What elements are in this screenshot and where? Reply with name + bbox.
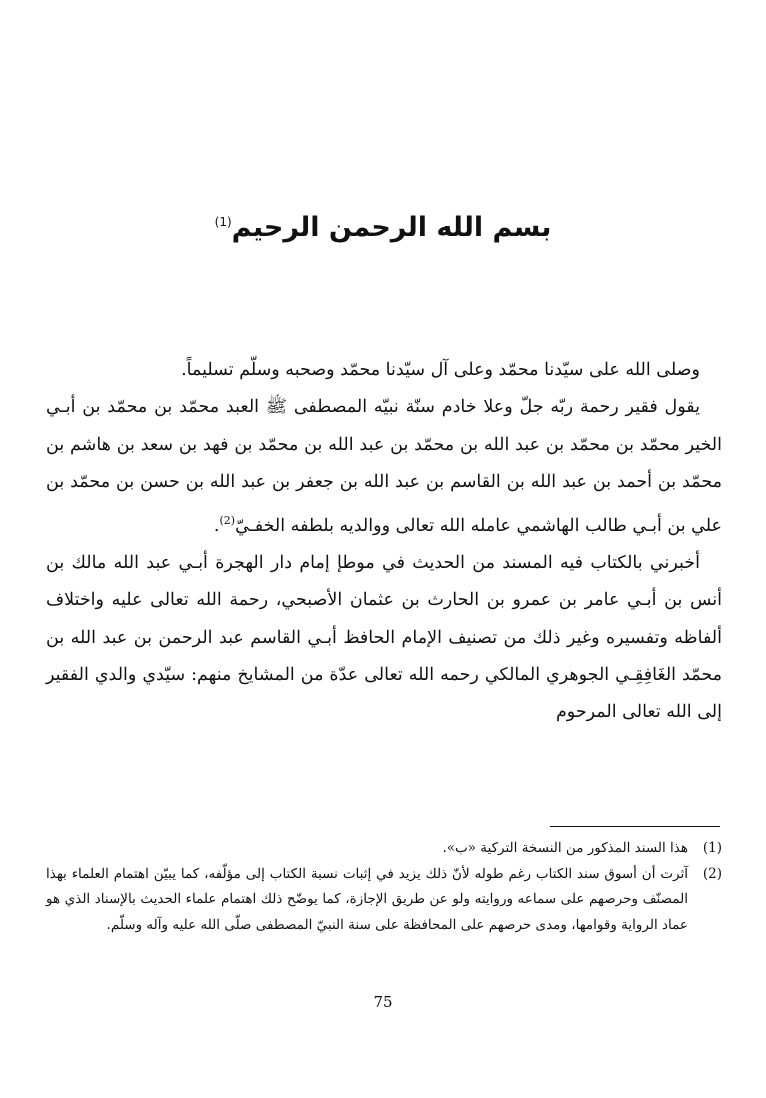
main-text <box>46 352 722 732</box>
footnote-1 <box>46 836 722 862</box>
footnote-number: (2) <box>702 865 722 882</box>
footnote-2 <box>46 862 722 939</box>
footnote-ref-2: (2) <box>219 513 236 527</box>
paragraph-author-lineage-text: يقول فقير رحمة ربّه جلّ وعلا خادم سنّة نبيّه المصطفى ﷺ العبد محمّد بن محمّد بن أبـي الخير محمّد بن محمّد بن عبد الله بن محمّد بن عبد الله بن محمّد بن فهد بن سعد بن هاشم بن محمّد بن أحمد بن عبد الله بن القاسم بن عبد الله بن جعفر بن عبد الله بن حسن بن محمّد بن علي بن أبـي طالب الهاشمي عامله الله تعالى ووالديه بلطفه الخفـيّ <box>46 397 722 536</box>
footnote-number: (1) <box>702 840 722 856</box>
page-number: 75 <box>373 993 393 1011</box>
footnote-text: آثرت أن أسوق سند الكتاب رغم طوله لأنّ ذلك يزيد في إثبات نسبة الكتاب إلى مؤلّفه، كما يبيّن اهتمام العلماء بهذا المصنّف وحرصهم على سماعه وروايته ولو عن طريق الإجازة، كما يوضّح ذلك اهتمام علماء الحديث بالإسناد الذي هو عماد الرواية وقوامها، ومدى حرصهم على المحافظة على سنة النبيّ المصطفى صلّى الله عليه وآله وسلّم. <box>46 865 688 933</box>
paragraph-author-lineage <box>46 389 722 544</box>
paragraph-salutation: وصلى الله على سيّدنا محمّد وعلى آل سيّدنا محمّد وصحبه وسلّم تسليماً. <box>181 360 700 380</box>
footnote-text: هذا السند المذكور من النسخة التركية «ب». <box>442 840 688 856</box>
paragraph-chain-of-transmission: أخبرني بالكتاب فيه المسند من الحديث في موطإ إمام دار الهجرة أبـي عبد الله مالك بن أنس بن أبـي عامر بن عمرو بن الحارث بن عثمان الأصبحي، رحمة الله تعالى عليه واختلاف ألفاظه وتفسيره وغير ذلك من تصنيف الإمام الحافظ أبـي القاسم عبد الرحمن بن عبد الله بن محمّد الغَافِقِـي الجوهري المالكي رحمه الله تعالى عدّة من المشايخ منهم: سيّدي والدي الفقير إلى الله تعالى المرحوم <box>46 552 722 723</box>
page-title <box>0 212 766 243</box>
title-text: بسم الله الرحمن الرحيم <box>231 212 552 243</box>
title-footnote-ref: (1) <box>214 215 232 229</box>
footnotes <box>46 836 722 938</box>
paragraph-author-lineage-end: . <box>213 515 220 536</box>
footnote-divider <box>550 826 720 827</box>
